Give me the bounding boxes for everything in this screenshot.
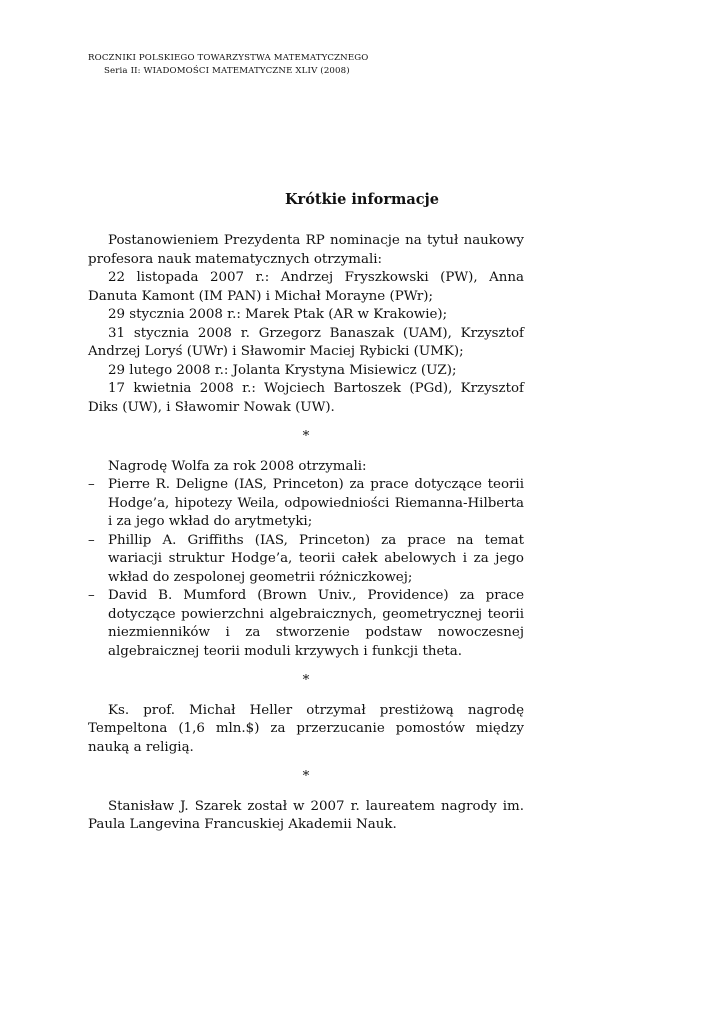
page-title: Krótkie informacje bbox=[284, 191, 440, 208]
journal-series: Seria II: WIADOMOŚCI MATEMATYCZNE XLIV (2008) bbox=[104, 65, 350, 76]
journal-name: ROCZNIKI POLSKIEGO TOWARZYSTWA MATEMATYCZNEGO bbox=[88, 53, 369, 63]
list-item: – David B. Mumford (Brown Univ., Providence) za prace dotyczące powierzchni algebraicznych, geometrycznej teorii niezmienników i za stworzenie podstaw nowoczesnej algebraicznej teorii moduli krzywych i funkcji theta. bbox=[88, 587, 524, 661]
heller-note: Ks. prof. Michał Heller otrzymał prestiżową nagrodę Tempeltona (1,6 mln.$) za przerzucanie pomostów między nauką a religią. bbox=[88, 702, 524, 755]
nomination-entry: 29 lutego 2008 r.: Jolanta Krystyna Misiewicz (UZ); bbox=[108, 362, 457, 378]
section-separator: * bbox=[302, 429, 310, 444]
wolf-prize-list bbox=[88, 476, 524, 661]
wolf-prize-intro: Nagrodę Wolfa za rok 2008 otrzymali: bbox=[108, 458, 367, 474]
section-separator: * bbox=[302, 769, 310, 784]
journal-header bbox=[88, 52, 368, 77]
nomination-entry: 22 listopada 2007 r.: Andrzej Fryszkowski (PW), Anna Danuta Kamont (IM PAN) i Michał Morayne (PWr); bbox=[88, 270, 524, 304]
list-item: – Pierre R. Deligne (IAS, Princeton) za prace dotyczące teorii Hodge’a, hipotezy Weila, odpowiedniości Riemanna-Hilberta i za jego wkład do arytmetyki; bbox=[88, 476, 524, 532]
nominations-intro: Postanowieniem Prezydenta RP nominacje na tytuł naukowy profesora nauk matematycznych otrzymali: bbox=[88, 233, 524, 267]
nomination-entry: 29 stycznia 2008 r.: Marek Ptak (AR w Krakowie); bbox=[108, 307, 448, 322]
article-body bbox=[88, 232, 524, 835]
nomination-entry: 17 kwietnia 2008 r.: Wojciech Bartoszek (PGd), Krzysztof Diks (UW), i Sławomir Nowak (UW). bbox=[88, 381, 524, 415]
list-item: – Phillip A. Griffiths (IAS, Princeton) za prace na temat wariacji struktur Hodge’a, teorii całek abelowych i za jego wkład do zespolonej geometrii różniczkowej; bbox=[88, 532, 524, 588]
nomination-entry: 31 stycznia 2008 r. Grzegorz Banaszak (UAM), Krzysztof Andrzej Loryś (UWr) i Sławomir Maciej Rybicki (UMK); bbox=[88, 325, 524, 359]
szarek-note: Stanisław J. Szarek został w 2007 r. laureatem nagrody im. Paula Langevina Francuskiej Akademii Nauk. bbox=[88, 798, 524, 832]
section-separator: * bbox=[302, 673, 310, 688]
